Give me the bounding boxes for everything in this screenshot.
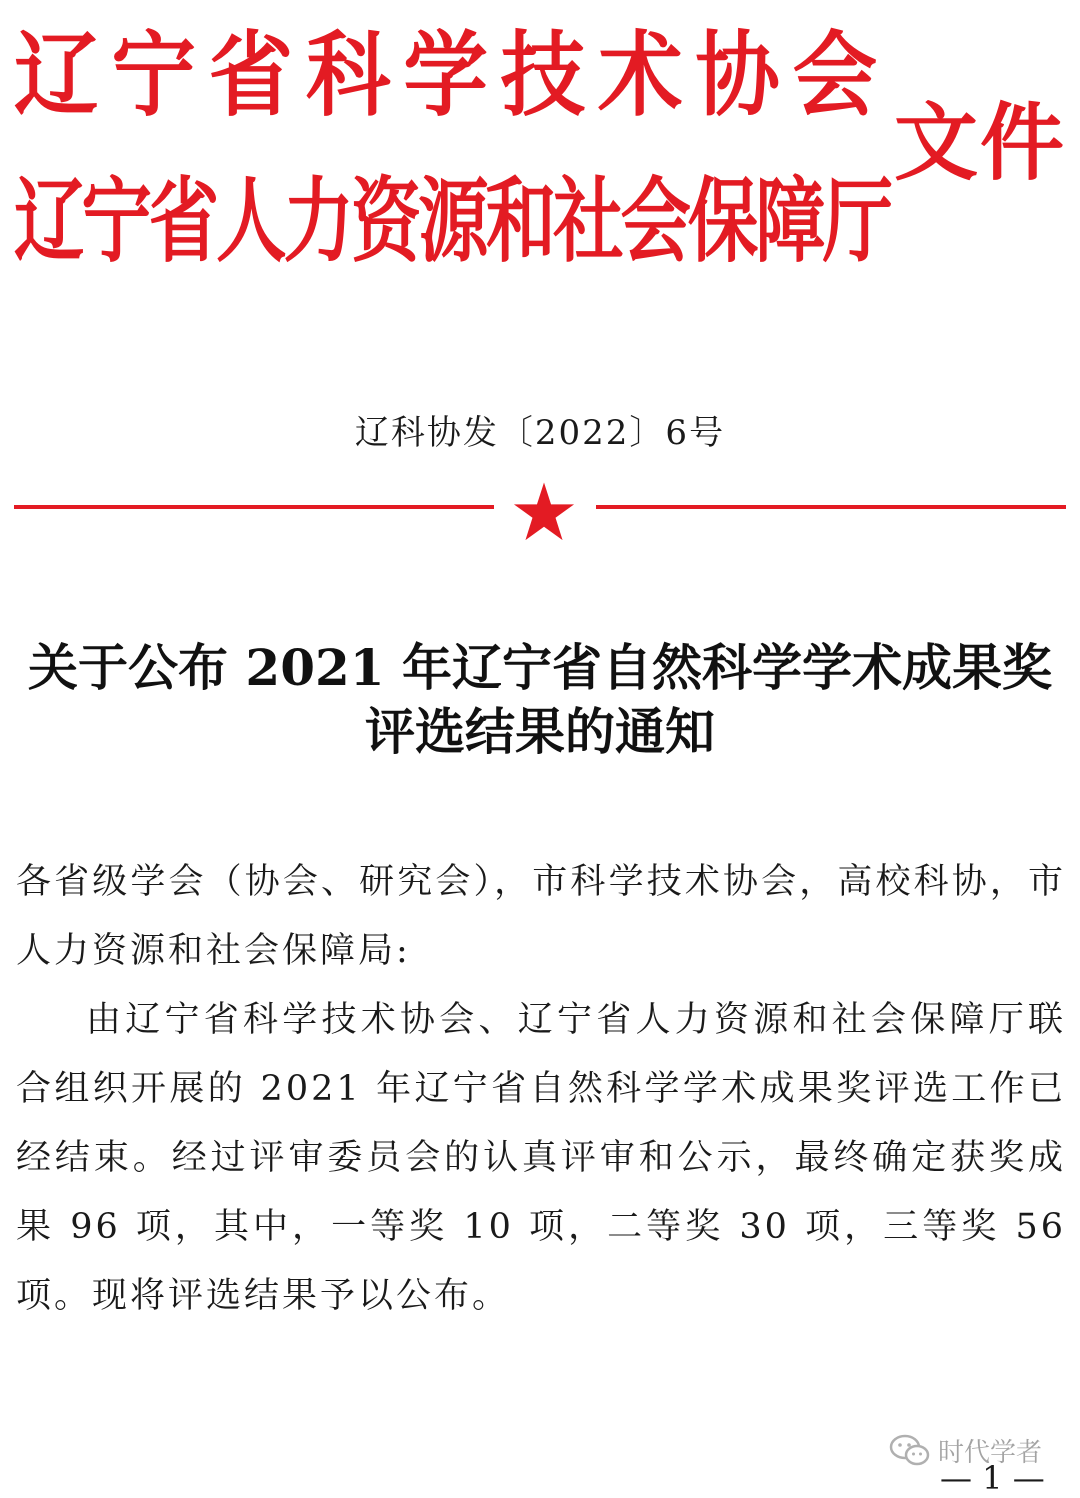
document-number: 辽科协发〔2022〕6号 bbox=[354, 413, 726, 453]
issuing-org-2: 辽宁省人力资源和社会保障厅 bbox=[14, 168, 891, 275]
body-paragraph: 由辽宁省科学技术协会、辽宁省人力资源和社会保障厅联合组织开展的 2021 年辽宁省自然科学学术成果奖评选工作已经结束。经过评审委员会的认真评审和公示，最终确定获奖成果 96 项，其中，一等奖 10 项，二等奖 30 项，三等奖 56 项。现将评选结果予以公布。 bbox=[16, 1000, 1066, 1316]
wechat-icon bbox=[888, 1433, 932, 1467]
title-line-2: 评选结果的通知 bbox=[365, 702, 715, 761]
watermark-text: 时代学者 bbox=[938, 1437, 1043, 1468]
document-header bbox=[0, 0, 1080, 320]
document-title bbox=[20, 636, 1060, 764]
document-suffix: 文件 bbox=[894, 94, 1067, 192]
red-divider-right bbox=[596, 505, 1066, 509]
title-line-1: 关于公布 2021 年辽宁省自然科学学术成果奖 bbox=[28, 638, 1052, 697]
greeting: 各省级学会（协会、研究会），市科学技术协会，高校科协，市人力资源和社会保障局: bbox=[16, 862, 1066, 971]
issuing-org-1: 辽宁省科学技术协会 bbox=[14, 22, 891, 129]
document-body bbox=[16, 848, 1066, 1331]
page-number: — 1 — bbox=[940, 1459, 1045, 1497]
red-divider-left bbox=[14, 505, 494, 509]
red-star-icon bbox=[512, 480, 576, 544]
